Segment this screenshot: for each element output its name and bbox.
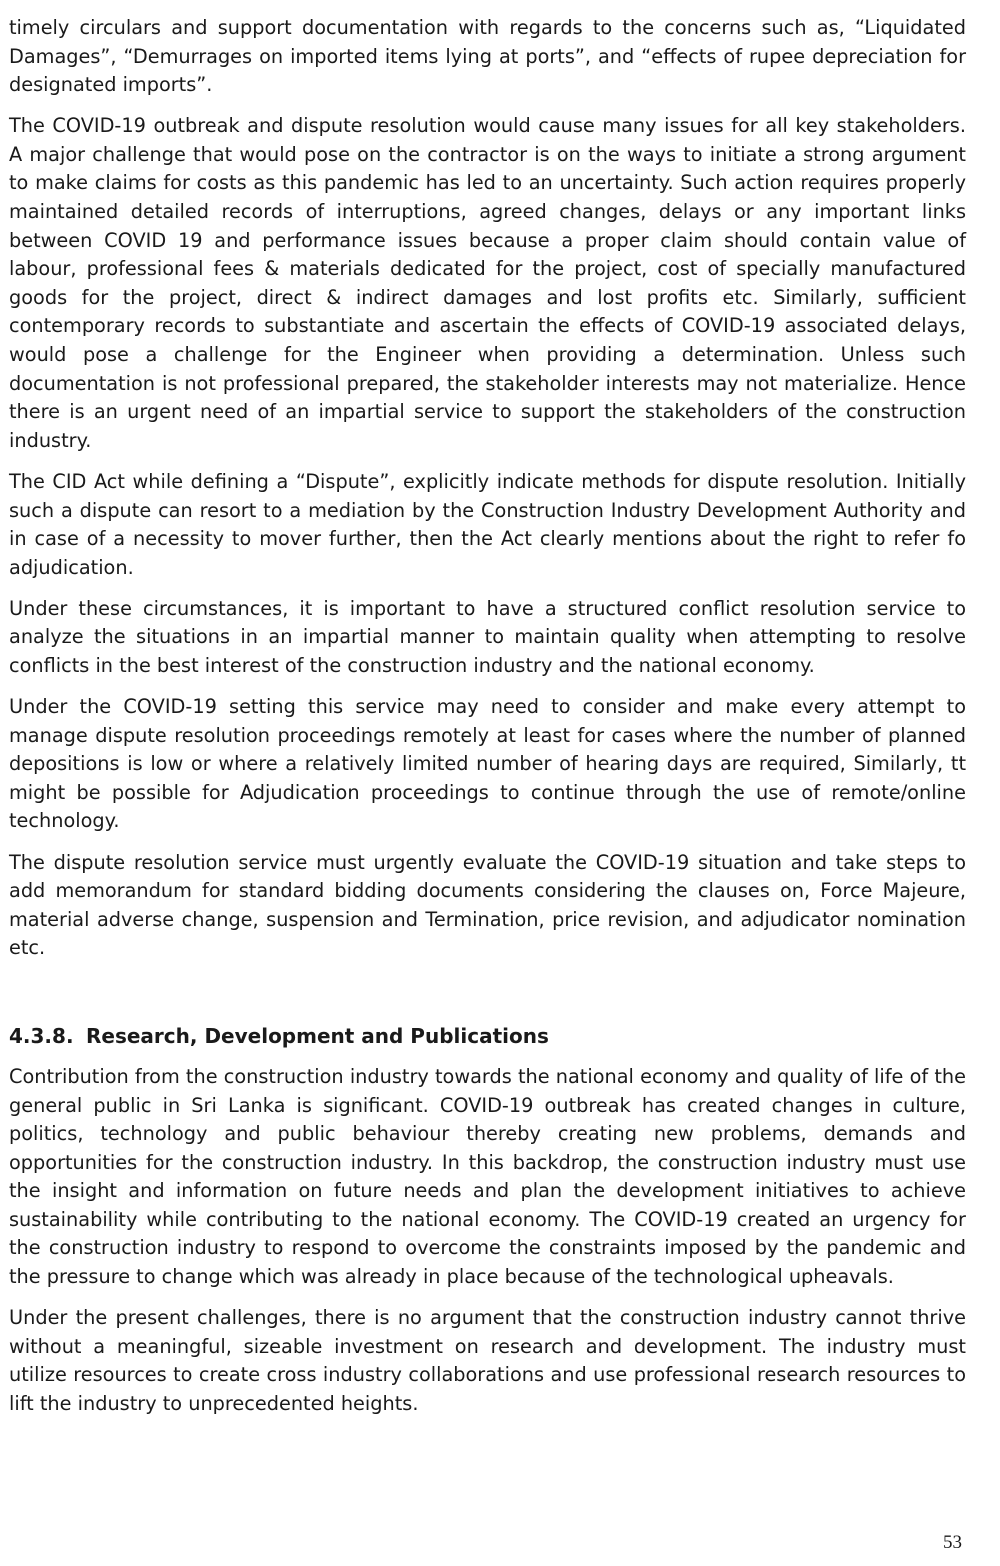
paragraph-cid-act: The CID Act while defining a “Dispute”, explicitly indicate methods for dispute resolution. Initially such a dispute can resort to a mediation by the Construction Industry Development Authority and in case of a necessity to mover further, then the Act clearly mentions about the right to refer fo adjudication. (9, 469, 966, 579)
section-heading (9, 1021, 966, 1051)
paragraph-dispute-service: The dispute resolution service must urgently evaluate the COVID-19 situation and take steps to add memorandum for standard bidding documents considering the clauses on, Force Majeure, material adverse change, suspension and Termination, price revision, and adjudicator nomination etc. (9, 850, 966, 960)
paragraph-circumstances: Under these circumstances, it is important to have a structured conflict resolution service to analyze the situations in an impartial manner to maintain quality when attempting to resolve conflicts in the best interest of the construction industry and the national economy. (9, 596, 966, 677)
paragraph-covid-setting: Under the COVID-19 setting this service may need to consider and make every attempt to manage dispute resolution proceedings remotely at least for cases where the number of planned depositions is low or where a relatively limited number of hearing days are required, Similarly, tt might be possible for Adjudication proceedings to continue through the use of remote/online technology. (9, 695, 966, 833)
section-number: 4.3.8. (9, 1023, 74, 1048)
section-title: Research, Development and Publications (86, 1023, 549, 1048)
page-number: 53 (943, 1532, 962, 1553)
paragraph-circulars: timely circulars and support documentation with regards to the concerns such as, “Liquidated Damages”, “Demurrages on imported items lying at ports”, and “effects of rupee depreciation for designated imports”. (9, 16, 966, 97)
paragraph-contribution: Contribution from the construction industry towards the national economy and quality of life of the general public in Sri Lanka is significant. COVID-19 outbreak has created changes in culture, politics, technology and public behaviour thereby creating new problems, demands and opportunities for the construction industry. In this backdrop, the construction industry must use the insight and information on future needs and plan the development initiatives to achieve sustainability while contributing to the national economy. The COVID-19 created an urgency for the construction industry to respond to overcome the constraints imposed by the pandemic and the pressure to change which was already in place because of the technological upheavals. (9, 1064, 966, 1289)
document-page (9, 14, 966, 1431)
paragraph-covid-dispute: The COVID-19 outbreak and dispute resolution would cause many issues for all key stakeholders. A major challenge that would pose on the contractor is on the ways to initiate a strong argument to make claims for costs as this pandemic has led to an uncertainty. Such action requires properly maintained detailed records of interruptions, agreed changes, delays or any important links between COVID 19 and performance issues because a proper claim should contain value of labour, professional fees & materials dedicated for the project, cost of specially manufactured goods for the project, direct & indirect damages and lost profits etc. Similarly, sufficient contemporary records to substantiate and ascertain the effects of COVID-19 associated delays, would pose a challenge for the Engineer when providing a determination. Unless such documentation is not professional prepared, the stakeholder interests may not materialize. Hence there is an urgent need of an impartial service to support the stakeholders of the construction industry. (9, 114, 966, 452)
paragraph-present-challenges: Under the present challenges, there is no argument that the construction industry cannot thrive without a meaningful, sizeable investment on research and development. The industry must utilize resources to create cross industry collaborations and use professional research resources to lift the industry to unprecedented heights. (9, 1306, 966, 1415)
